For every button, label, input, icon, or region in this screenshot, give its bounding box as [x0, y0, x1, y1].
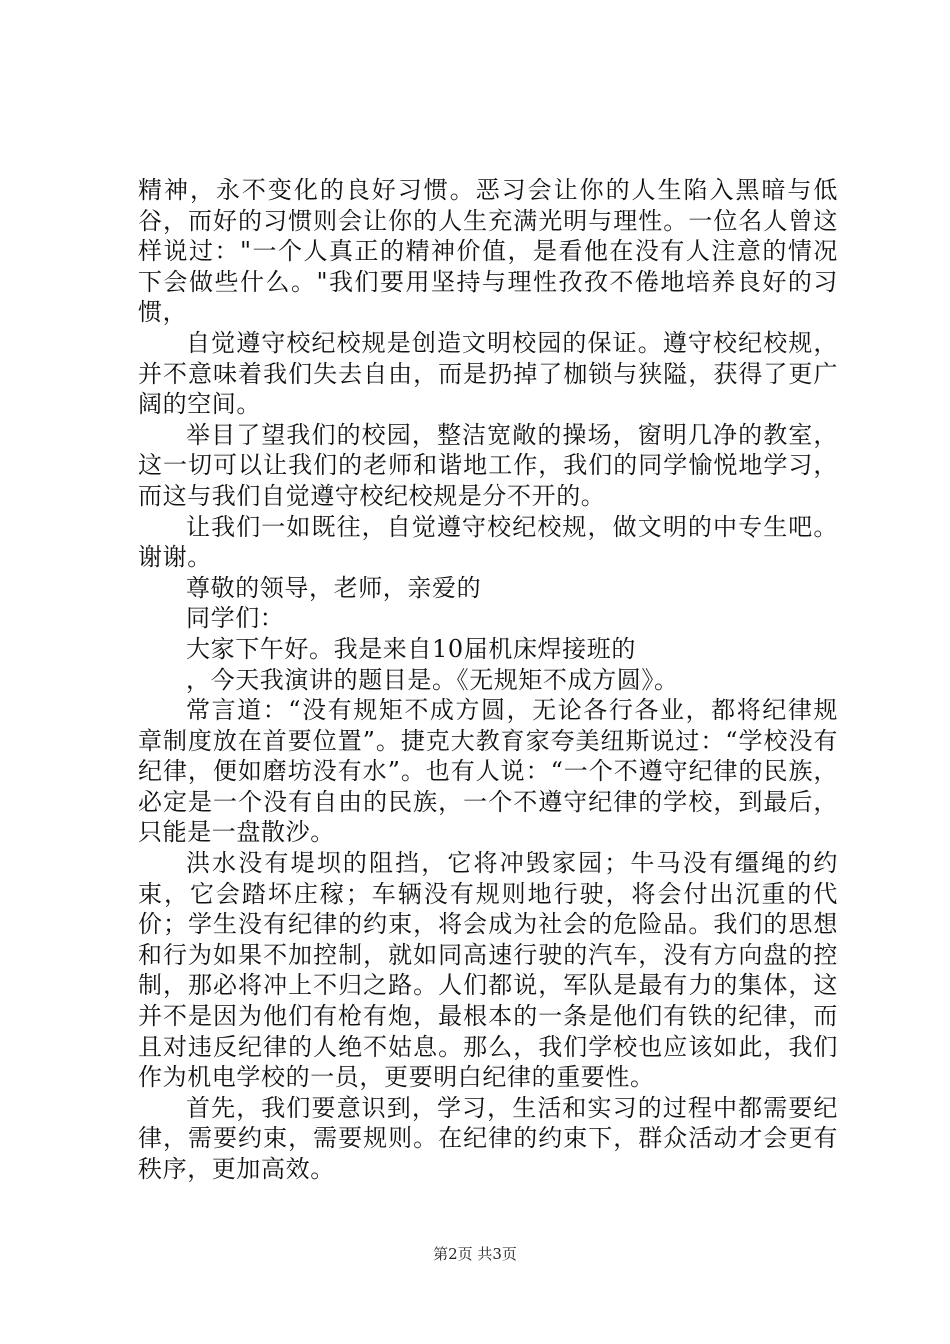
- paragraph-salutation: 尊敬的领导，老师，亲爱的: [186, 573, 482, 602]
- paragraph-classmates: 同学们：: [186, 604, 285, 633]
- paragraph-topic: ，今天我演讲的题目是。《无规矩不成方圆》。: [186, 665, 679, 694]
- paragraph-school-rules: 自觉遵守校纪校规是创造文明校园的保证。遵守校纪校规，并不意味着我们失去自由，而是扔掉了枷锁与狭隘，获得了更广阔的空间。: [138, 328, 838, 419]
- page-footer: 第2页 共3页: [433, 1245, 517, 1263]
- paragraph-proverb: 常言道：“没有规矩不成方圆，无论各行各业，都将纪律规章制度放在首要位置”。捷克大教育家夸美纽斯说过：“学校没有纪律，便如磨坊没有水”。也有人说：“一个不遵守纪律的民族，必定是一个没有自由的民族，一个不遵守纪律的学校，到最后，只能是一盘散沙。: [138, 696, 838, 847]
- paragraph-first: 首先，我们要意识到，学习，生活和实习的过程中都需要纪律，需要约束，需要规则。在纪律的约束下，群众活动才会更有秩序，更加高效。: [138, 1093, 838, 1183]
- body-text: [138, 175, 838, 1185]
- paragraph-discipline: 洪水没有堤坝的阻挡，它将冲毁家园；牛马没有缰绳的约束，它会踏坏庄稼；车辆没有规则地行驶，将会付出沉重的代价；学生没有纪律的约束，将会成为社会的危险品。我们的思想和行为如果不加控制，就如同高速行驶的汽车，没有方向盘的控制，那必将冲上不归之路。人们都说，军队是最有力的集体，这并不是因为他们有枪有炮，最根本的一条是他们有铁的纪律，而且对违反纪律的人绝不姑息。那么，我们学校也应该如此，我们作为机电学校的一员，更要明白纪律的重要性。: [138, 849, 838, 1092]
- paragraph-closing: 让我们一如既往，自觉遵守校纪校规，做文明的中专生吧。谢谢。: [138, 512, 838, 572]
- paragraph-campus: 举目了望我们的校园，整洁宽敞的操场，窗明几净的教室，这一切可以让我们的老师和谐地工作，我们的同学愉悦地学习，而这与我们自觉遵守校纪校规是分不开的。: [138, 420, 838, 510]
- paragraph-habit: 精神，永不变化的良好习惯。恶习会让你的人生陷入黑暗与低谷，而好的习惯则会让你的人生充满光明与理性。一位名人曾这样说过："一个人真正的精神价值，是看他在没有人注意的情况下会做些什么。"我们要用坚持与理性孜孜不倦地培养良好的习惯，: [138, 176, 838, 327]
- paragraph-greeting: 大家下午好。我是来自10届机床焊接班的: [186, 634, 636, 663]
